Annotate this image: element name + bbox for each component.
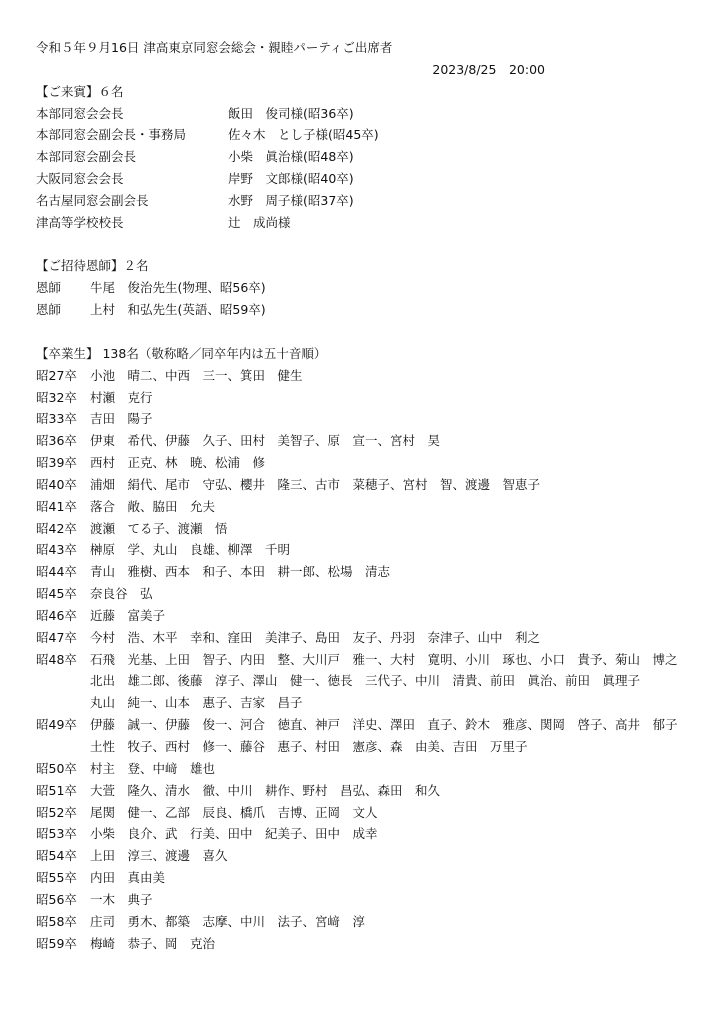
guest-role: 名古屋同窓会副会長 — [36, 192, 149, 208]
guest-name: 飯田 俊司様(昭36卒) — [228, 105, 354, 121]
graduate-names: 浦畑 絹代、尾市 守弘、櫻井 隆三、古市 菜穂子、宮村 智、渡邊 智恵子 — [90, 476, 541, 492]
graduate-row — [36, 583, 696, 605]
graduation-year: 昭41卒 — [36, 498, 77, 514]
graduation-year: 昭44卒 — [36, 564, 77, 580]
graduate-row — [36, 867, 696, 889]
graduate-names: 西村 正克、林 暁、松浦 修 — [90, 455, 266, 471]
graduation-year: 昭33卒 — [36, 411, 77, 427]
graduation-year: 昭40卒 — [36, 476, 77, 492]
guest-role: 本部同窓会副会長・事務局 — [36, 127, 187, 143]
guest-row — [36, 103, 696, 125]
teacher-row — [36, 299, 696, 321]
graduation-year: 昭32卒 — [36, 389, 77, 405]
guests-heading: 【ご来賓】６名 — [36, 83, 124, 99]
graduate-names: 奈良谷 弘 — [90, 586, 153, 602]
graduate-row — [36, 714, 696, 736]
guest-row — [36, 168, 696, 190]
graduate-names: 近藤 富美子 — [90, 607, 166, 623]
teacher-row — [36, 277, 696, 299]
graduate-names: 村瀬 克行 — [90, 389, 153, 405]
graduate-names: 渡瀬 てる子、渡瀬 悟 — [90, 520, 228, 536]
graduation-year: 昭56卒 — [36, 891, 77, 907]
graduation-year: 昭49卒 — [36, 717, 77, 733]
graduate-row — [36, 539, 696, 561]
document-datetime: 2023/8/25 20:00 — [432, 61, 545, 77]
graduation-year: 昭50卒 — [36, 760, 77, 776]
graduation-year: 昭59卒 — [36, 935, 77, 951]
graduate-names: 内田 真由美 — [90, 870, 166, 886]
graduate-row — [36, 933, 696, 955]
guest-row — [36, 146, 696, 168]
graduate-row — [36, 736, 696, 758]
guest-row — [36, 124, 696, 146]
graduate-names: 小池 晴二、中西 三一、箕田 健生 — [90, 367, 303, 383]
guest-row — [36, 190, 696, 212]
graduate-row — [36, 845, 696, 867]
graduate-row — [36, 387, 696, 409]
graduate-row — [36, 452, 696, 474]
graduate-row — [36, 649, 696, 671]
graduate-names: 伊藤 誠一、伊藤 俊一、河合 徳直、神戸 洋史、澤田 直子、鈴木 雅彦、関岡 啓子、高井 郁子 — [90, 717, 678, 733]
guest-role: 本部同窓会副会長 — [36, 149, 137, 165]
graduation-year: 昭36卒 — [36, 433, 77, 449]
graduate-row — [36, 823, 696, 845]
graduates-list — [36, 365, 696, 955]
teachers-heading: 【ご招待恩師】２名 — [36, 258, 149, 274]
graduation-year: 昭43卒 — [36, 542, 77, 558]
guest-row — [36, 212, 696, 234]
guest-name: 岸野 文郎様(昭40卒) — [228, 171, 354, 187]
graduation-year: 昭54卒 — [36, 848, 77, 864]
graduate-row — [36, 561, 696, 583]
graduation-year: 昭53卒 — [36, 826, 77, 842]
graduate-row — [36, 802, 696, 824]
teachers-list — [36, 277, 696, 321]
graduate-names: 吉田 陽子 — [90, 411, 153, 427]
graduate-row — [36, 670, 696, 692]
document-title: 令和５年９月16日 津高東京同窓会総会・親睦パーティご出席者 — [36, 40, 393, 55]
guest-name: 辻 成尚様 — [228, 214, 291, 230]
graduate-row — [36, 518, 696, 540]
graduation-year: 昭52卒 — [36, 804, 77, 820]
graduate-names: 小柴 良介、武 行美、田中 紀美子、田中 成幸 — [90, 826, 378, 842]
graduate-names: 青山 雅樹、西本 和子、本田 耕一郎、松場 清志 — [90, 564, 391, 580]
teacher-label: 恩師 — [36, 302, 62, 318]
graduate-names: 落合 敞、脇田 允夫 — [90, 498, 216, 514]
graduate-names: 北出 雄二郎、後藤 淳子、澤山 健一、徳長 三代子、中川 清貴、前田 眞治、前田 眞理子 — [90, 673, 641, 689]
teacher-name: 牛尾 俊治先生(物理、昭56卒) — [90, 280, 266, 296]
graduation-year: 昭51卒 — [36, 782, 77, 798]
graduation-year: 昭58卒 — [36, 913, 77, 929]
graduate-names: 榊原 学、丸山 良雄、柳澤 千明 — [90, 542, 291, 558]
graduate-names: 土性 牧子、西村 修一、藤谷 惠子、村田 憲彦、森 由美、吉田 万里子 — [90, 739, 528, 754]
guest-name: 小柴 眞治様(昭48卒) — [228, 149, 354, 165]
graduate-row — [36, 780, 696, 802]
graduate-names: 伊東 希代、伊藤 久子、田村 美智子、原 宣一、宮村 昊 — [90, 433, 441, 449]
graduate-names: 庄司 勇木、都築 志摩、中川 法子、宮﨑 淳 — [90, 913, 366, 929]
graduate-names: 尾関 健一、乙部 辰良、橋爪 吉博、正岡 文人 — [90, 804, 378, 820]
graduate-row — [36, 889, 696, 911]
graduates-heading: 【卒業生】 138名（敬称略／同卒年内は五十音順） — [36, 345, 327, 361]
graduate-names: 梅崎 恭子、岡 克治 — [90, 935, 216, 951]
graduate-row — [36, 430, 696, 452]
teacher-name: 上村 和弘先生(英語、昭59卒) — [90, 302, 266, 318]
guest-role: 大阪同窓会会長 — [36, 171, 124, 187]
graduate-row — [36, 692, 696, 714]
graduation-year: 昭46卒 — [36, 607, 77, 623]
graduate-row — [36, 605, 696, 627]
attendee-list-document — [36, 37, 696, 954]
graduate-names: 丸山 純一、山本 惠子、吉家 昌子 — [90, 695, 303, 711]
graduate-row — [36, 474, 696, 496]
graduation-year: 昭45卒 — [36, 586, 77, 602]
graduate-row — [36, 627, 696, 649]
guest-name: 水野 周子様(昭37卒) — [228, 192, 354, 208]
graduate-names: 上田 淳三、渡邊 喜久 — [90, 848, 228, 864]
graduate-names: 今村 浩、木平 幸和、窪田 美津子、島田 友子、丹羽 奈津子、山中 利之 — [90, 629, 541, 645]
graduate-row — [36, 911, 696, 933]
graduation-year: 昭55卒 — [36, 870, 77, 886]
graduation-year: 昭39卒 — [36, 455, 77, 471]
datetime-row — [36, 59, 696, 81]
graduate-row — [36, 758, 696, 780]
guest-role: 本部同窓会会長 — [36, 105, 124, 121]
graduation-year: 昭42卒 — [36, 520, 77, 536]
graduate-row — [36, 365, 696, 387]
graduation-year: 昭47卒 — [36, 629, 77, 645]
graduate-names: 石飛 光基、上田 智子、内田 整、大川戸 雅一、大村 寛明、小川 琢也、小口 貴予、菊山 博之 — [90, 651, 678, 667]
graduate-row — [36, 408, 696, 430]
guest-name: 佐々木 とし子様(昭45卒) — [228, 127, 379, 143]
graduate-row — [36, 496, 696, 518]
graduate-names: 一木 典子 — [90, 891, 153, 907]
guest-role: 津高等学校校長 — [36, 214, 124, 230]
graduate-names: 大萱 隆久、清水 徹、中川 耕作、野村 昌弘、森田 和久 — [90, 782, 441, 798]
graduation-year: 昭48卒 — [36, 651, 77, 667]
guests-list — [36, 103, 696, 234]
teacher-label: 恩師 — [36, 280, 62, 296]
graduation-year: 昭27卒 — [36, 367, 77, 383]
graduate-names: 村主 登、中﨑 雄也 — [90, 760, 216, 776]
